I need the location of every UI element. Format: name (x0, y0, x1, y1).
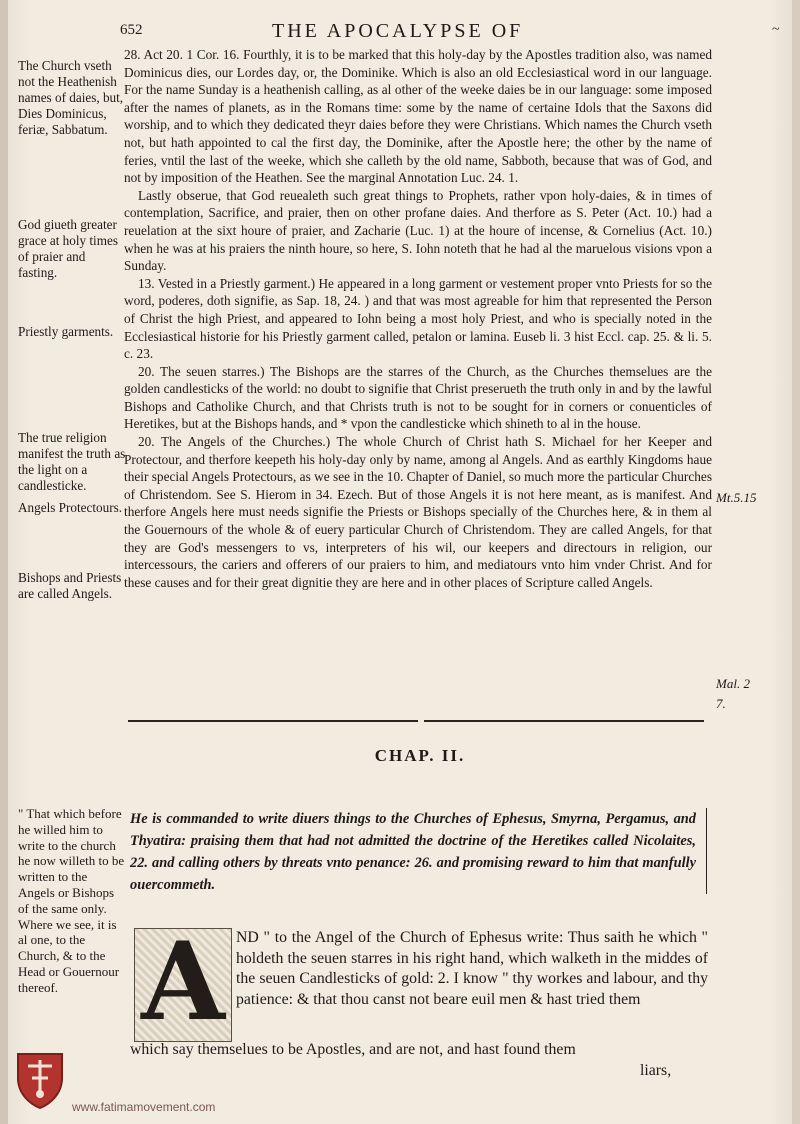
annotation-paragraph: 20. The Angels of the Churches.) The whole Church of Christ hath S. Michael for her Keeper and Protectour, and therfore keepeth his holy-day only by name, among al Angels. And as earthly Kingdoms haue their special Angels Protectours, as we see in the 10. Chapter of Daniel, so much more the particular Churches of Christendom. See S. Hierom in 34. Ezech. But of those Angels it is not here meant, as is manifest. And therfore Angels here must needs signifie the Priests or Bishops specially of the Churches here, & in them al the Gouernours of the whole & of euery particular Church of Christendom. They are called Angels, for that they are God's messengers to vs, interpreters of his wil, our keepers and directours in religion, our intercessours, the cariers and offerers of our praiers to him, and mediatours vnto him vnder Christ. And for these causes and for their great dignitie they are here and in other places of Scripture called Angels. (124, 434, 712, 590)
shield-seal-icon (14, 1048, 66, 1110)
chapter-title: CHAP. II. (374, 746, 466, 765)
page-edge-right (792, 0, 800, 1124)
section-rule-left (128, 720, 418, 722)
running-title: THE APOCALYPSE OF (272, 20, 524, 42)
section-rule-right (424, 720, 704, 722)
annotation-paragraph: Lastly obserue, that God reuealeth such great things to Prophets, rather vpon holy-daies, & in times of contemplation, Sacrifice, and praier, then on other profane daies. And therfore as S. Peter (Act. 10.) had a reuelation at the sixt houre of praier, and Zacharie (Luc. 1) at the houre of incense, & Cornelius (Act. 10.) when he was at his praiers the ninth houre, so here, S. Iohn noteth that he had al the maruelous visions vpon a Sunday. (124, 187, 712, 274)
margin-note: God giueth greater grace at holy times of praier and fasting. (18, 217, 118, 280)
margin-note: Angels Protectours. (18, 500, 123, 515)
margin-note: The Church vseth not the Heathenish names of daies, but, Dies Dominicus, feriæ, Sabbatum. (18, 58, 124, 137)
ornamental-drop-cap (134, 919, 232, 1045)
annotation-paragraph: 20. The seuen starres.) The Bishops are the starres of the Church, as the Churches themselues are the golden candlesticks of the world: no doubt to signifie that Christ preserueth the truth only in and by the lawful Bishops and Catholike Church, and that Christs truth is not to be sought for in corners or conuenticles of Heretikes, but at the Bishops hands, and * vpon the candlesticke which shineth to al in the house. (124, 363, 712, 432)
argument-margin-note: " That which before he willed him to write to the church he now willeth to be written to the Angels or Bishops of the same only. Where we see, it is al one, to the Church, & to the Head or Gouernour thereof. (18, 806, 125, 995)
argument-bracket (698, 808, 707, 894)
chapter-text: ND " to the Angel of the Church of Ephesus write: Thus saith he which " holdeth the seuen starres in his right hand, which walketh in the middes of the seuen Candlesticks of gold: 2. I know " thy workes and labour, and thy patience: & that thou canst not beare euil men & hast tried them (236, 929, 708, 1008)
annotation-paragraph: 28. Act 20. 1 Cor. 16. Fourthly, it is to be marked that this holy-day by the Apostles tradition also, was named Dominicus dies, our Lordes day, or, the Dominike. Which is also an old Ecclesiastical word in our language. For the name Sunday is a heathenish calling, as al other of the weeke daies be in our language: some imposed after the names of planets, as in the Romans time: some by the name of certaine Idols that the Saxons did worship, and to which they dedicated theyr daies before they were Christians. Which names the Church vseth not, but hath appointed to cal the first day, the Dominike, after the Apostle here; the other by the name of feries, vntil the last of the weeke, which she calleth by the old name, Sabboth, because that was of God, and not by imposition of the Heathen. See the marginal Annotation Luc. 24. 1. (124, 47, 712, 186)
page-edge-left (0, 0, 8, 1124)
right-margin-ref: Mt.5.15 (716, 490, 757, 505)
margin-note: Bishops and Priests are called Angels. (18, 570, 122, 601)
annotation-paragraph: 13. Vested in a Priestly garment.) He appeared in a long garment or vestement proper vnto Priests for so the word, poderes, doth signifie, as Sap. 18, 24. ) and that was most agreable for him that represented the Person of Christ the high Priest, and appeared to Iohn being a most holy Priest, and who is specially noted in the Ecclesiastical historie for his Priestly garment called, petalon or lamina. Euseb li. 3 hist Eccl. cap. 25. & li. 5. c. 23. (124, 275, 712, 362)
page-number: 652 (120, 22, 143, 38)
margin-note: The true religion manifest the truth as the light on a candlesticke. (18, 430, 126, 493)
footer-url: www.fatimamovement.com (72, 1100, 216, 1114)
margin-note: Priestly garments. (18, 324, 114, 339)
drop-cap-letter: A (141, 919, 225, 1045)
page-header (0, 20, 800, 46)
corner-mark: ~ (772, 22, 780, 37)
catchword: liars, (640, 1062, 672, 1079)
annotation-body (124, 46, 712, 591)
right-margin-ref: Mal. 2 (716, 676, 750, 691)
right-margin-ref: 7. (716, 696, 726, 711)
chapter-argument: He is commanded to write diuers things to the Churches of Ephesus, Smyrna, Pergamus, and Thyatira: praising them that had not admitted the doctrine of the Heretikes called Nicolaites, 22. and calling others by threats vnto penance: 26. and promising reward to him that manfully ouercommeth. (130, 811, 696, 893)
chapter-text-line: which say themselues to be Apostles, and are not, and hast found them (130, 1041, 576, 1058)
